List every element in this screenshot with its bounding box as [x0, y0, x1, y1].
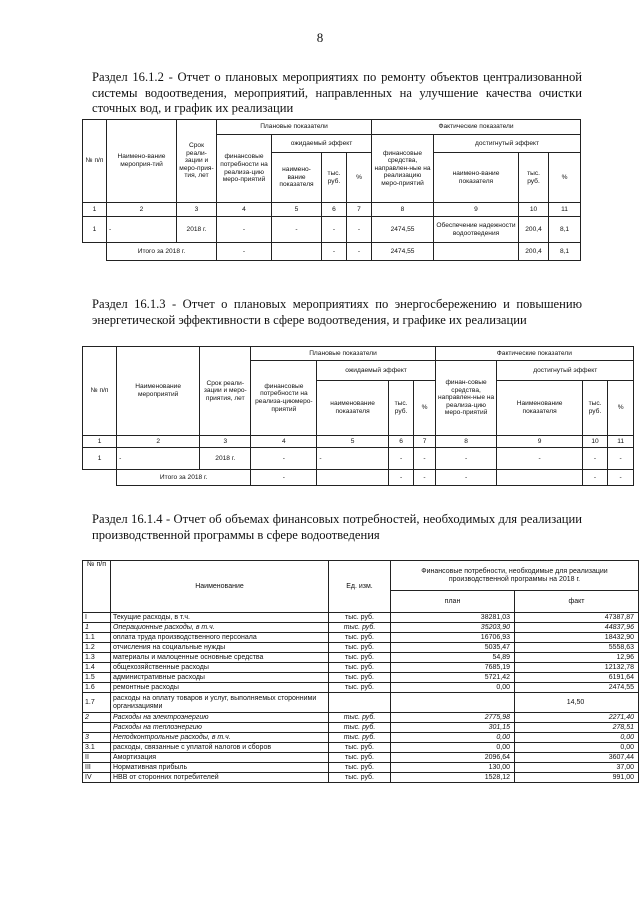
cell-unit: тыс. руб.: [329, 683, 391, 693]
cell-plan: 54,89: [391, 653, 515, 663]
cell: [272, 243, 322, 261]
cell-num: I: [83, 613, 111, 623]
column-numbers-row: [83, 436, 634, 448]
cell-num: 2: [83, 713, 111, 723]
cell-fact: 2271,40: [515, 713, 639, 723]
section-16-1-4-heading: [92, 512, 582, 543]
planned-repair-measures-table: [82, 119, 581, 261]
table-row: [83, 673, 639, 683]
cell-plan: 301,15: [391, 723, 515, 733]
cell: -: [317, 448, 388, 470]
cell-num: IV: [83, 773, 111, 783]
cell-unit: тыс. руб.: [329, 733, 391, 743]
cell: -: [435, 448, 497, 470]
fact-header: факт: [515, 591, 639, 613]
table-row: [83, 643, 639, 653]
cell: 8,1: [549, 243, 581, 261]
cell-fact: 12132,78: [515, 663, 639, 673]
table-row: [83, 713, 639, 723]
cell-num: 1.6: [83, 683, 111, 693]
cell-fact: 0,00: [515, 733, 639, 743]
plan-pct-header: %: [414, 381, 435, 436]
cell-plan: 5721,42: [391, 673, 515, 683]
cell: -: [322, 243, 347, 261]
cell-fact: 991,00: [515, 773, 639, 783]
cell-num: 1.2: [83, 643, 111, 653]
plan-rub-header: тыс. руб.: [388, 381, 414, 436]
fact-rub-header: тыс. руб.: [582, 381, 608, 436]
cell: -: [582, 470, 608, 486]
cell-plan: 7685,19: [391, 663, 515, 673]
cell: 200,4: [519, 217, 549, 243]
cell: 2018 г.: [177, 217, 217, 243]
fact-fin-header: финансовые средства, направлен-ные на реализацию меро-приятий: [372, 135, 434, 203]
cell-num: III: [83, 763, 111, 773]
cell: -: [388, 448, 414, 470]
col-number: 9: [497, 436, 582, 448]
section-16-1-2-heading: [92, 70, 582, 117]
cell-name: ремонтные расходы: [111, 683, 329, 693]
cell-plan: 16706,93: [391, 633, 515, 643]
cell: -: [217, 243, 272, 261]
cell-plan: 35203,90: [391, 623, 515, 633]
cell-plan: 0,00: [391, 683, 515, 693]
cell-plan: 38281,03: [391, 613, 515, 623]
cell: 2474,55: [372, 243, 434, 261]
col-number: 6: [322, 203, 347, 217]
table-row: [83, 763, 639, 773]
cell-num: [83, 723, 111, 733]
cell-num: 1.3: [83, 653, 111, 663]
cell-name: материалы и малоценные основные средства: [111, 653, 329, 663]
col-number: 11: [608, 436, 634, 448]
plan-fin-header: финансовые потребности на реализа-циюмеро-приятий: [251, 361, 317, 436]
cell-fact: 37,00: [515, 763, 639, 773]
fact-rub-header: тыс. руб.: [519, 153, 549, 203]
section-16-1-2-heading-text: Раздел 16.1.2 - Отчет о плановых мероприятиях по ремонту объектов централизованной системы водоотведения, мероприятий, направленных на улучшение качества очистки сточных вод, и график их реализации: [92, 70, 582, 115]
column-numbers-row: [83, 203, 581, 217]
table-row: [83, 733, 639, 743]
cell-fact: 14,50: [515, 693, 639, 713]
plan-rub-header: тыс. руб.: [322, 153, 347, 203]
cell: -: [251, 448, 317, 470]
col-number: 10: [582, 436, 608, 448]
cell-name: административные расходы: [111, 673, 329, 683]
cell-name: Расходы на электроэнергию: [111, 713, 329, 723]
cell: -: [117, 448, 200, 470]
total-label: Итого за 2018 г.: [107, 243, 217, 261]
cell: 1: [83, 217, 107, 243]
fact-fin-header: финан-совые средства, направлен-ные на реализа-цию меро-приятий: [435, 361, 497, 436]
col-name-header: Наименование мероприятий: [117, 347, 200, 436]
plan-pct-header: %: [347, 153, 372, 203]
cell: -: [251, 470, 317, 486]
cell: -: [107, 217, 177, 243]
cell: 2474,55: [372, 217, 434, 243]
cell-fact: 47387,87: [515, 613, 639, 623]
cell: -: [608, 448, 634, 470]
page-number: 8: [316, 30, 324, 45]
cell: [497, 470, 582, 486]
cell: 2018 г.: [200, 448, 251, 470]
cell-unit: тыс. руб.: [329, 633, 391, 643]
cell-name: расходы на оплату товаров и услуг, выполняемых сторонними организациями: [111, 693, 329, 713]
col-number: 11: [549, 203, 581, 217]
cell-num: 3.1: [83, 743, 111, 753]
col-number: 6: [388, 436, 414, 448]
cell-name: Нормативная прибыль: [111, 763, 329, 773]
cell: -: [272, 217, 322, 243]
cell-unit: тыс. руб.: [329, 673, 391, 683]
cell-unit: тыс. руб.: [329, 643, 391, 653]
table-row: [83, 683, 639, 693]
cell: -: [322, 217, 347, 243]
cell-name: Текущие расходы, в т.ч.: [111, 613, 329, 623]
table-row: [83, 623, 639, 633]
fact-effect-header: достигнутый эффект: [497, 361, 634, 381]
cell: 200,4: [519, 243, 549, 261]
cell: -: [582, 448, 608, 470]
cell: [434, 243, 519, 261]
col-number: 1: [83, 436, 117, 448]
col-number: 8: [435, 436, 497, 448]
cell: -: [347, 243, 372, 261]
col-term-header: Срок реали-зации и меро-прия-тия, лет: [177, 120, 217, 203]
fact-effect-header: достигнутый эффект: [434, 135, 581, 153]
plan-ind-header: наименование показателя: [317, 381, 388, 436]
section-16-1-3-heading: [92, 297, 582, 328]
cell-unit: тыс. руб.: [329, 773, 391, 783]
cell-name: отчисления на социальные нужды: [111, 643, 329, 653]
table-row: [83, 663, 639, 673]
cell-fact: 3607,44: [515, 753, 639, 763]
col-term-header: Срок реали-зации и меро-приятия, лет: [200, 347, 251, 436]
col-num-header: № п/п: [83, 120, 107, 203]
cell-num: 1.7: [83, 693, 111, 713]
col-number: 5: [317, 436, 388, 448]
cell-unit: тыс. руб.: [329, 653, 391, 663]
total-row: [83, 243, 581, 261]
actual-header: Фактические показатели: [435, 347, 633, 361]
col-number: 1: [83, 203, 107, 217]
cell-unit: тыс. руб.: [329, 663, 391, 673]
cell-name: расходы, связанные с уплатой налогов и сборов: [111, 743, 329, 753]
cell-name: Амортизация: [111, 753, 329, 763]
table-row: [83, 773, 639, 783]
planned-header: Плановые показатели: [251, 347, 435, 361]
cell-fact: 44837,96: [515, 623, 639, 633]
table-row: [83, 217, 581, 243]
cell: -: [347, 217, 372, 243]
col-name-header: Наимено-вание мероприя-тий: [107, 120, 177, 203]
table-row: [83, 753, 639, 763]
plan-effect-header: ожидаемый эффект: [272, 135, 372, 153]
col-number: 4: [217, 203, 272, 217]
total-label: Итого за 2018 г.: [117, 470, 251, 486]
cell-plan: [391, 693, 515, 713]
fact-ind-header: наимено-вание показателя: [434, 153, 519, 203]
cell: -: [497, 448, 582, 470]
col-number: 8: [372, 203, 434, 217]
table-row: [83, 653, 639, 663]
col-unit-header: Ед. изм.: [329, 561, 391, 613]
table-row: [83, 723, 639, 733]
cell: -: [608, 470, 634, 486]
cell-plan: 5035,47: [391, 643, 515, 653]
cell: -: [414, 448, 435, 470]
cell-plan: 1528,12: [391, 773, 515, 783]
col-number: 10: [519, 203, 549, 217]
cell-name: общехозяйственные расходы: [111, 663, 329, 673]
table-row: [83, 633, 639, 643]
plan-effect-header: ожидаемый эффект: [317, 361, 435, 381]
section-16-1-4-heading-text: Раздел 16.1.4 - Отчет об объемах финансовых потребностей, необходимых для реализации производственной программы в сфере водоотведения: [92, 512, 582, 542]
col-number: 7: [347, 203, 372, 217]
energy-saving-measures-table: [82, 346, 634, 486]
actual-header: Фактические показатели: [372, 120, 581, 135]
col-name-header: Наименование: [111, 561, 329, 613]
cell: -: [435, 470, 497, 486]
cell-fact: 278,51: [515, 723, 639, 733]
cell-name: Расходы на теплоэнергию: [111, 723, 329, 733]
cell-plan: 0,00: [391, 743, 515, 753]
cell-fact: 18432,90: [515, 633, 639, 643]
table-row: [83, 613, 639, 623]
col-number: 2: [117, 436, 200, 448]
cell: -: [217, 217, 272, 243]
table-row: [83, 693, 639, 713]
col-number: 5: [272, 203, 322, 217]
total-row: [83, 470, 634, 486]
cell-unit: тыс. руб.: [329, 753, 391, 763]
col-number: 3: [200, 436, 251, 448]
fin-needs-header: Финансовые потребности, необходимые для реализации производственной программы на 2018 г.: [391, 561, 639, 591]
fact-pct-header: %: [549, 153, 581, 203]
cell-name: Операционные расходы, в т.ч.: [111, 623, 329, 633]
cell-num: 1.5: [83, 673, 111, 683]
col-number: 9: [434, 203, 519, 217]
plan-fin-header: финансовые потребности на реализа-цию меро-приятий: [217, 135, 272, 203]
fact-pct-header: %: [608, 381, 634, 436]
col-num-header: № п/п: [83, 561, 111, 613]
cell-plan: 0,00: [391, 733, 515, 743]
cell-fact: 6191,64: [515, 673, 639, 683]
cell-plan: 2775,98: [391, 713, 515, 723]
cell: -: [414, 470, 435, 486]
cell-num: 1.4: [83, 663, 111, 673]
cell-unit: тыс. руб.: [329, 713, 391, 723]
plan-ind-header: наимено-вание показателя: [272, 153, 322, 203]
cell-fact: 0,00: [515, 743, 639, 753]
cell-num: 1.1: [83, 633, 111, 643]
cell-name: НВВ от сторонних потребителей: [111, 773, 329, 783]
cell-num: II: [83, 753, 111, 763]
cell-num: 3: [83, 733, 111, 743]
plan-header: план: [391, 591, 515, 613]
section-16-1-3-heading-text: Раздел 16.1.3 - Отчет о плановых мероприятиях по энергосбережению и повышению энергетической эффективности в сфере водоотведения, и графике их реализации: [92, 297, 582, 327]
col-number: 2: [107, 203, 177, 217]
cell-unit: тыс. руб.: [329, 723, 391, 733]
table-row: [83, 448, 634, 470]
cell: Обеспечение надежности водоотведения: [434, 217, 519, 243]
cell-plan: 2096,64: [391, 753, 515, 763]
cell-fact: 12,96: [515, 653, 639, 663]
cell-unit: [329, 693, 391, 713]
cell: 8,1: [549, 217, 581, 243]
cell-num: 1: [83, 623, 111, 633]
cell: [317, 470, 388, 486]
col-number: 7: [414, 436, 435, 448]
cell-fact: 2474,55: [515, 683, 639, 693]
cell-unit: тыс. руб.: [329, 623, 391, 633]
financial-needs-table: [82, 560, 639, 783]
planned-header: Плановые показатели: [217, 120, 372, 135]
cell-unit: тыс. руб.: [329, 743, 391, 753]
col-number: 4: [251, 436, 317, 448]
table-row: [83, 743, 639, 753]
cell-unit: тыс. руб.: [329, 613, 391, 623]
col-num-header: № п/п: [83, 347, 117, 436]
cell-name: Неподконтрольные расходы, в т.ч.: [111, 733, 329, 743]
cell-plan: 130,00: [391, 763, 515, 773]
col-number: 3: [177, 203, 217, 217]
cell: -: [388, 470, 414, 486]
fact-ind-header: Наименование показателя: [497, 381, 582, 436]
cell: 1: [83, 448, 117, 470]
cell-fact: 5558,63: [515, 643, 639, 653]
cell-unit: тыс. руб.: [329, 763, 391, 773]
cell-name: оплата труда производственного персонала: [111, 633, 329, 643]
